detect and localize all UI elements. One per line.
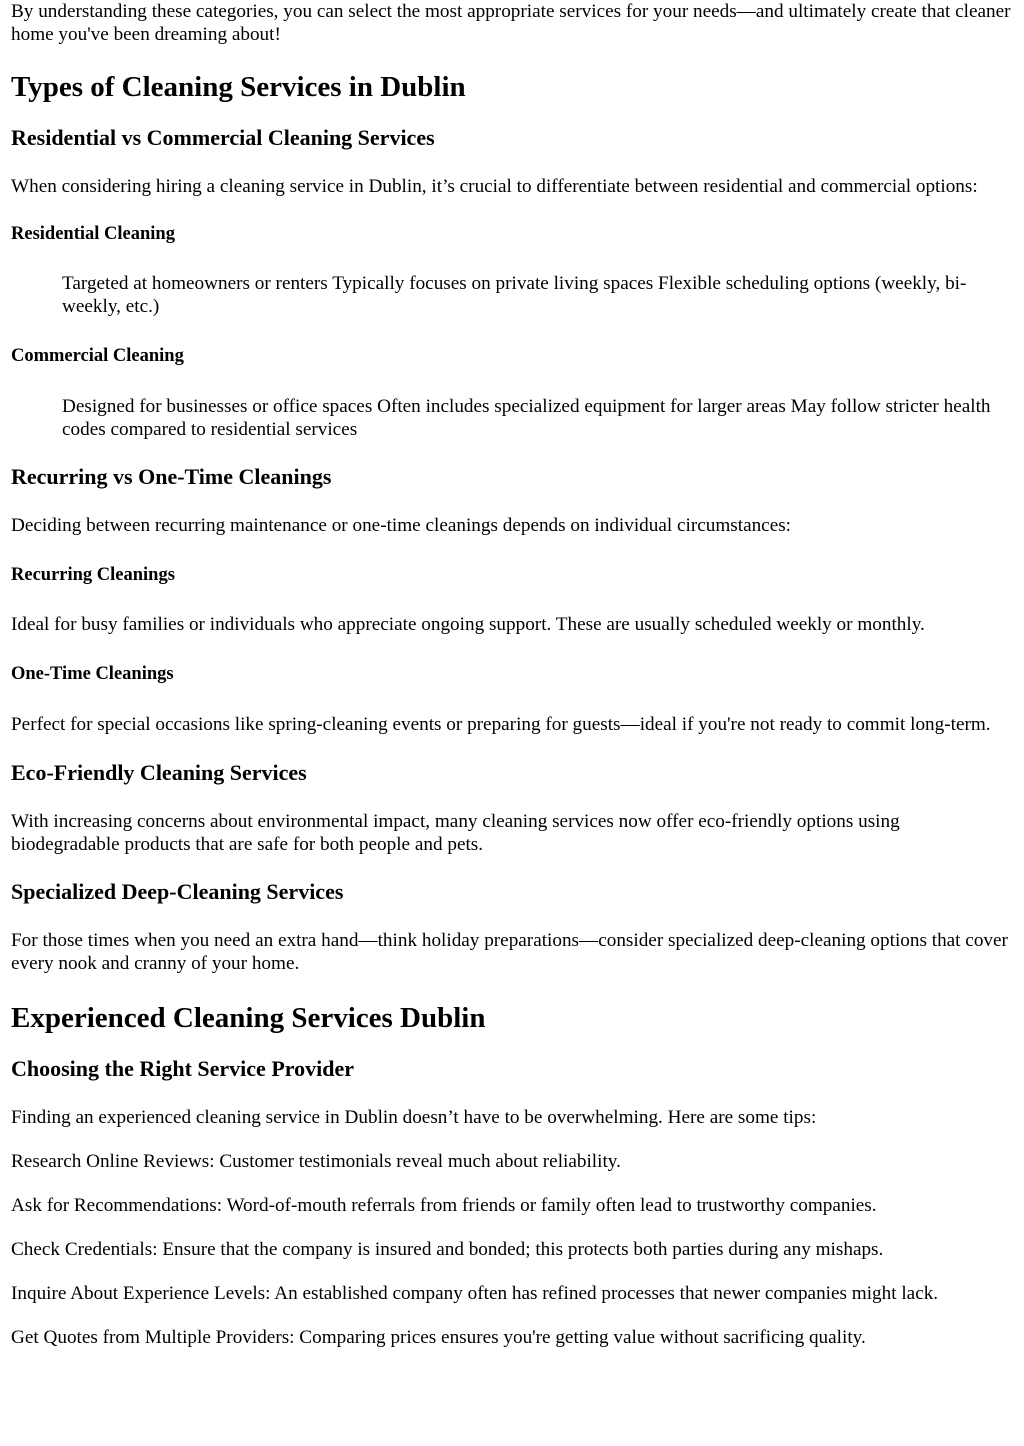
paragraph-eco-friendly: With increasing concerns about environmental impact, many cleaning services now offer eco-friendly options using biodegradable products that are safe for both people and pets. <box>11 811 900 855</box>
subheading-deep-cleaning: Specialized Deep-Cleaning Services <box>11 879 344 904</box>
subheading-recurring-vs-onetime: Recurring vs One-Time Cleanings <box>11 464 332 489</box>
paragraph-choosing-intro: Finding an experienced cleaning service in Dublin doesn’t have to be overwhelming. Here are some tips: <box>11 1107 817 1128</box>
paragraph-recurring-vs-onetime-intro: Deciding between recurring maintenance or one-time cleanings depends on individual circumstances: <box>11 515 792 536</box>
subheading-residential-vs-commercial: Residential vs Commercial Cleaning Services <box>11 125 435 150</box>
intro-paragraph: By understanding these categories, you can select the most appropriate services for your needs—and ultimately create that cleaner home you've been dreaming about! <box>11 1 1011 45</box>
subheading-choosing-provider: Choosing the Right Service Provider <box>11 1056 355 1081</box>
subheading-eco-friendly: Eco-Friendly Cleaning Services <box>11 760 307 785</box>
quote-commercial-cleaning: Designed for businesses or office spaces Often includes specialized equipment for larger areas May follow stricter health codes compared to residential services <box>62 396 991 440</box>
tip-paragraph: Ask for Recommendations: Word-of-mouth referrals from friends or family often lead to trustworthy companies. <box>11 1195 877 1216</box>
section-heading-experienced: Experienced Cleaning Services Dublin <box>11 1002 486 1034</box>
paragraph-deep-cleaning: For those times when you need an extra hand—think holiday preparations—consider specialized deep-cleaning options that cover every nook and cranny of your home. <box>11 930 1008 974</box>
subheading-onetime-cleanings: One-Time Cleanings <box>11 664 174 684</box>
subheading-residential-cleaning: Residential Cleaning <box>11 224 175 244</box>
quote-residential-cleaning: Targeted at homeowners or renters Typically focuses on private living spaces Flexible scheduling options (weekly, bi-weekly, etc.) <box>62 273 967 317</box>
tip-paragraph: Check Credentials: Ensure that the company is insured and bonded; this protects both parties during any mishaps. <box>11 1239 884 1260</box>
tip-paragraph: Inquire About Experience Levels: An established company often has refined processes that newer companies might lack. <box>11 1283 939 1304</box>
section-heading-types: Types of Cleaning Services in Dublin <box>11 71 466 103</box>
subheading-commercial-cleaning: Commercial Cleaning <box>11 346 184 366</box>
paragraph-residential-vs-commercial-intro: When considering hiring a cleaning service in Dublin, it’s crucial to differentiate between residential and commercial options: <box>11 176 978 197</box>
tip-paragraph: Research Online Reviews: Customer testimonials reveal much about reliability. <box>11 1151 621 1172</box>
paragraph-onetime-cleanings: Perfect for special occasions like spring-cleaning events or preparing for guests—ideal if you're not ready to commit long-term. <box>11 714 991 735</box>
paragraph-recurring-cleanings: Ideal for busy families or individuals who appreciate ongoing support. These are usually scheduled weekly or monthly. <box>11 614 925 635</box>
subheading-recurring-cleanings: Recurring Cleanings <box>11 565 175 585</box>
tip-paragraph: Get Quotes from Multiple Providers: Comparing prices ensures you're getting value without sacrificing quality. <box>11 1327 866 1348</box>
